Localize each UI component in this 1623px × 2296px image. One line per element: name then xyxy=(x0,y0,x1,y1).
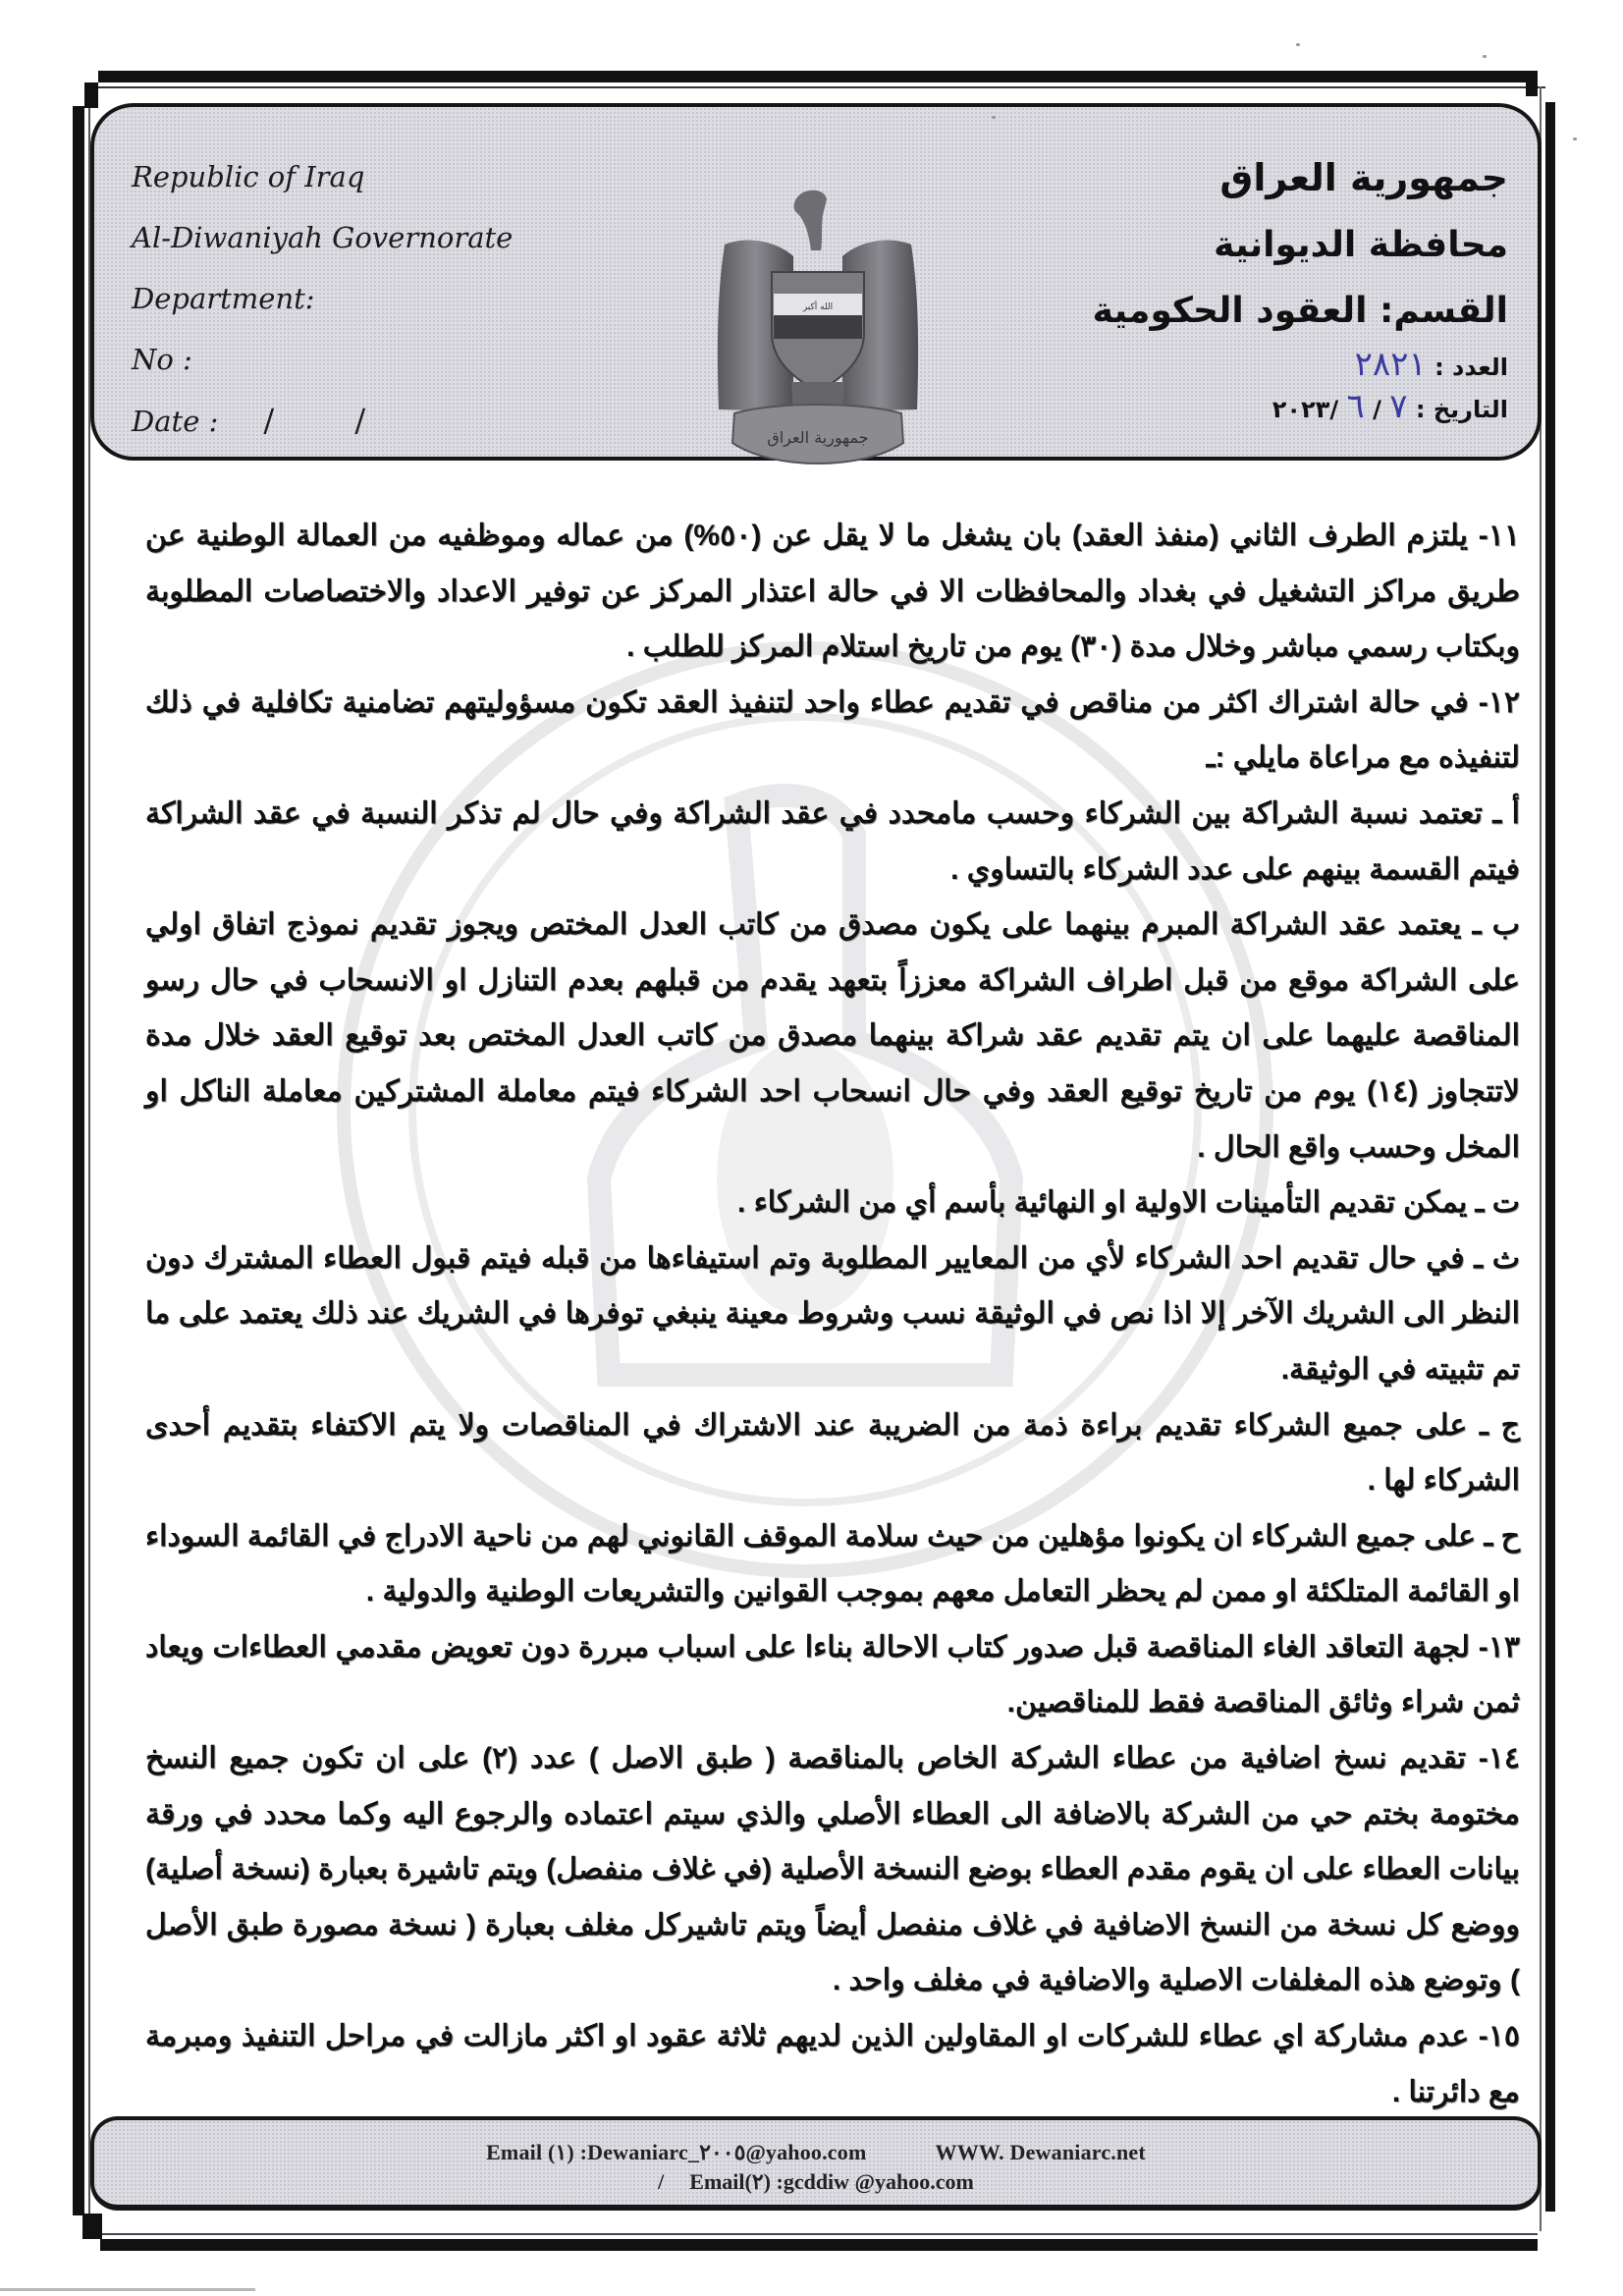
date-label-ar: التاريخ : xyxy=(1415,396,1508,423)
scan-artifact xyxy=(992,116,996,119)
date-label-en: Date : xyxy=(132,405,219,438)
clause-text: يلتزم الطرف الثاني (منفذ العقد) بان يشغل ما لا يقل عن (٥٠%) من عماله وموظفيه من العمالة الوطنية عن طريق مراكز التشغيل في بغداد والمحافظات الا في حالة اعتذار المركز عن توفير الاعداد والاختصاصات المطلوبة وبكتاب رسمي مباشر وخلال مدة (٣٠) يوم من تاريخ استلام المركز للطلب . xyxy=(145,519,1520,664)
frame-corner xyxy=(82,2214,102,2239)
country-name-en: Republic of Iraq xyxy=(132,160,365,193)
clause-marker: ١٢- xyxy=(1478,685,1521,719)
frame-corner xyxy=(84,82,98,108)
clause-marker: أ ـ xyxy=(1492,796,1520,830)
clause-text: على جميع الشركاء تقديم براءة ذمة من الضريبة عند الاشتراك في المناقصات ولا يتم الاكتفاء بتقديم أحدى الشركاء لها . xyxy=(145,1408,1520,1498)
frame-line xyxy=(128,71,1530,82)
frame-line xyxy=(73,106,84,2215)
clause-marker: ١٥- xyxy=(1478,2020,1520,2053)
email-1-label: Email (١) : xyxy=(486,2140,588,2164)
letterhead-footer xyxy=(90,2116,1542,2211)
clause-12 xyxy=(145,676,1520,787)
website-link[interactable]: WWW. Dewaniarc.net xyxy=(935,2140,1146,2164)
footer-contact-line-2 xyxy=(94,2169,1538,2195)
clause-marker: ١١- xyxy=(1478,519,1520,552)
governorate-name-en: Al-Diwaniyah Governorate xyxy=(132,221,514,254)
clause-12-h xyxy=(145,1509,1520,1620)
date-slashes: / / xyxy=(263,402,402,439)
clause-text: تعتمد نسبة الشراكة بين الشركاء وحسب مامحدد في عقد الشراكة وفي حال لم تذكر النسبة في عقد الشراكة فيتم القسمة بينهم على عدد الشركاء بالتساوي . xyxy=(145,796,1520,886)
department-ar: القسم: العقود الحكومية xyxy=(1092,291,1508,331)
date-row-ar xyxy=(1093,387,1508,429)
clause-11 xyxy=(145,509,1520,676)
svg-text:الله أكبر: الله أكبر xyxy=(802,302,834,312)
clause-12-th xyxy=(145,1231,1520,1398)
frame-line xyxy=(100,2239,1538,2251)
clause-marker: ح ـ xyxy=(1484,1519,1520,1553)
frame-line xyxy=(1545,102,1555,2212)
date-year: ٢٠٢٣ xyxy=(1271,396,1330,423)
clause-text: يمكن تقديم التأمينات الاولية او النهائية بأسم أي من الشركاء . xyxy=(737,1186,1468,1220)
email-2-label: Email(٢) : xyxy=(689,2169,784,2194)
scan-artifact xyxy=(0,2288,255,2291)
department-label-en: Department: xyxy=(132,282,315,315)
letterhead-header xyxy=(90,103,1542,461)
clause-marker: ث ـ xyxy=(1474,1241,1520,1275)
clause-12-j xyxy=(145,1398,1520,1509)
clause-text: تقديم نسخ اضافية من عطاء الشركة الخاص بالمناقصة ( طبق الاصل ) عدد (٢) على ان تكون جميع النسخ مختومة بختم حي من الشركة بالاضافة الى العطاء الأصلي والذي سيتم اعتماده والرجوع اليه وكما محدد في ورقة بيانات العطاء على ان يقوم مقدم العطاء بوضع النسخة الأصلية (في غلاف منفصل) ويتم تاشيرة بعبارة (نسخة أصلية) ووضع كل نسخة من النسخ الاضافية في غلاف منفصل أيضاً ويتم تاشيركل مغلف بعبارة ( نسخة مصورة طبق الأصل ) وتوضع هذه المغلفات الاصلية والاضافية في مغلف واحد . xyxy=(145,1742,1521,1997)
clause-text: على جميع الشركاء ان يكونوا مؤهلين من حيث سلامة الموقف القانوني لهم من ناحية الادراج في القائمة السوداء او القائمة المتلكئة او ممن لم يحظر التعامل معهم بموجب القوانين والتشريعات الوطنية والدولية . xyxy=(145,1519,1520,1609)
governorate-name-ar: محافظة الديوانية xyxy=(1214,225,1508,265)
email-1-link[interactable]: Dewaniarc_٢٠٠٥@yahoo.com xyxy=(587,2140,867,2164)
number-label-en: No : xyxy=(132,343,192,376)
number-label-ar: العدد : xyxy=(1434,354,1508,381)
clause-12-b xyxy=(145,898,1520,1175)
clause-marker: ١٣- xyxy=(1478,1630,1520,1664)
frame-line xyxy=(90,2233,1538,2235)
handwritten-number: ٢٨٢١ xyxy=(1354,345,1427,384)
footer-contact-line-1 xyxy=(94,2140,1538,2165)
frame-line xyxy=(96,86,1545,88)
date-separator: / xyxy=(1329,396,1339,423)
reference-number-row xyxy=(1093,345,1508,387)
scan-artifact xyxy=(1573,137,1577,140)
english-letterhead xyxy=(132,146,513,451)
clause-marker: ج ـ xyxy=(1480,1408,1520,1442)
date-separator: / xyxy=(1373,396,1381,423)
clause-marker: ت ـ xyxy=(1475,1186,1520,1220)
clause-text: عدم مشاركة اي عطاء للشركات او المقاولين الذين لديهم ثلاثة عقود او اكثر مازالت في مراحل التنفيذ ومبرمة مع دائرتنا . xyxy=(145,2020,1520,2108)
arabic-letterhead xyxy=(1093,142,1508,429)
clause-12-t xyxy=(145,1175,1520,1231)
clause-marker: ١٤- xyxy=(1478,1742,1520,1776)
emblem-banner-text: جمهورية العراق xyxy=(767,428,869,447)
document-body xyxy=(145,509,1520,2120)
country-name-ar: جمهورية العراق xyxy=(1219,156,1508,199)
iraq-eagle-emblem-icon xyxy=(695,186,941,480)
clause-text: لجهة التعاقد الغاء المناقصة قبل صدور كتاب الاحالة بناءا على اسباب مبررة دون تعويض مقدمي العطاءات ويعاد ثمن شراء وثائق المناقصة فقط للمناقصين. xyxy=(145,1630,1520,1720)
date-row-en xyxy=(132,390,513,451)
clause-marker: ب ـ xyxy=(1472,908,1520,942)
clause-14 xyxy=(145,1731,1520,2009)
scan-artifact xyxy=(1483,55,1487,58)
handwritten-date-month: ٦ xyxy=(1346,387,1365,426)
frame-corner xyxy=(98,71,130,82)
clause-12-a xyxy=(145,787,1520,898)
footer-separator: / xyxy=(658,2169,665,2194)
clause-13 xyxy=(145,1620,1520,1731)
clause-text: في حال تقديم احد الشركاء لأي من المعايير المطلوبة وتم استيفاءها من قبله فيتم قبول العطاء المشترك دون النظر الى الشريك الآخر إلا اذا نص في الوثيقة نسب وشروط معينة ينبغي توفرها في الشريك عند ذلك يعتمد على ما تم تثبيته في الوثيقة. xyxy=(145,1241,1520,1386)
clause-text: في حالة اشتراك اكثر من مناقص في تقديم عطاء واحد لتنفيذ العقد تكون مسؤوليتهم تضامنية تكافلية في ذلك لتنفيذه مع مراعاة مايلي :ـ xyxy=(145,685,1520,775)
clause-15 xyxy=(145,2009,1520,2120)
frame-corner xyxy=(1526,71,1538,96)
email-2-link[interactable]: gcddiw @yahoo.com xyxy=(783,2169,974,2194)
scan-artifact xyxy=(1296,43,1300,46)
clause-text: يعتمد عقد الشراكة المبرم بينهما على يكون مصدق من كاتب العدل المختص ويجوز تقديم نموذج اتفاق اولي على الشراكة موقع من قبل اطراف الشراكة معززاً بتعهد يقدم من قبلهم بعدم التنازل او الانسحاب في حال رسو المناقصة عليهما على ان يتم تقديم عقد شراكة بينهما مصدق من كاتب العدل المختص بعد توقيع العقد خلال مدة لاتتجاوز (١٤) يوم من تاريخ توقيع العقد وفي حال انسحاب احد الشركاء فيتم معاملة المشتركين معاملة الناكل او المخل وحسب واقع الحال . xyxy=(145,908,1520,1164)
handwritten-date-day: ٧ xyxy=(1389,387,1408,426)
